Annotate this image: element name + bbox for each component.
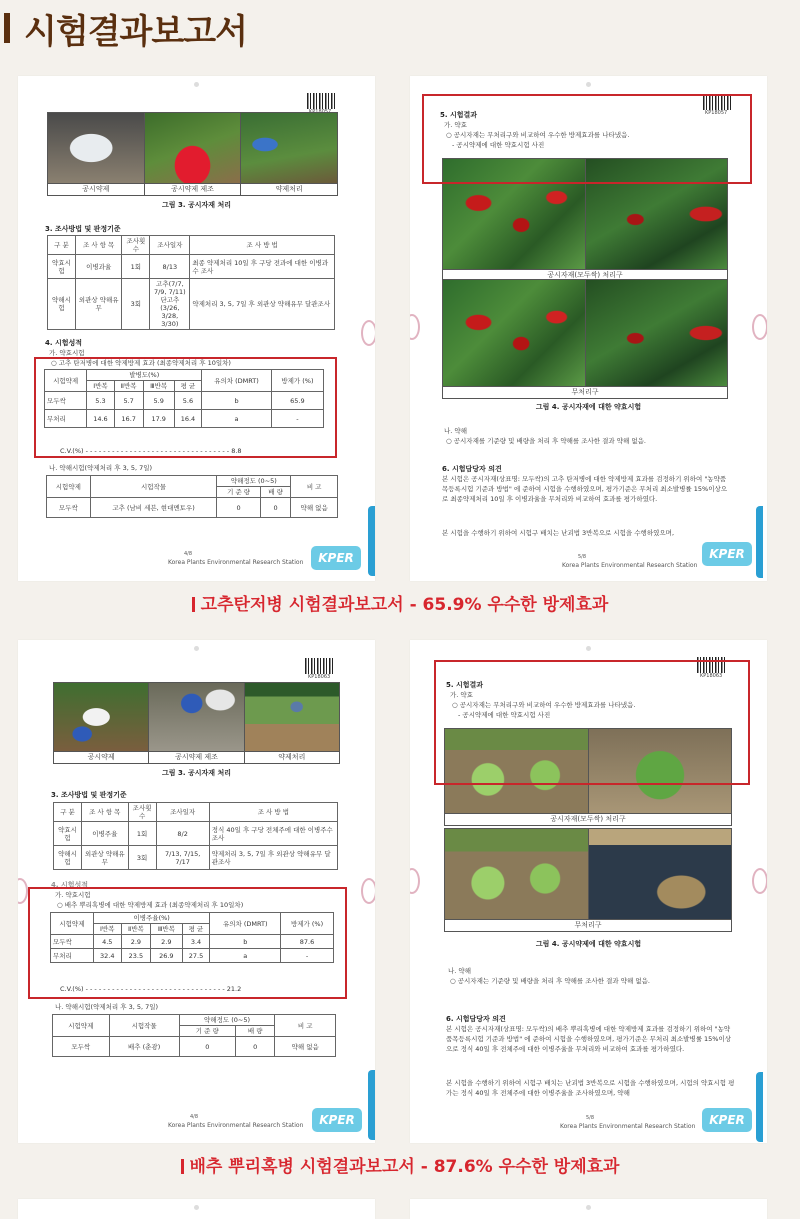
treated-caption-bar [444,814,732,826]
report-1-caption: 고추탄저병 시험결과보고서 - 65.9% 우수한 방제효과 [0,590,800,615]
barcode-label: KP18057 [705,110,728,116]
figure-caption: 그림 3. 공시자재 처리 [162,201,231,209]
punch-hole [194,1205,199,1210]
efficacy-table: 시험약제 발병도(%) 유의차 (DMRT) 방제가 (%) Ⅰ반복 Ⅱ반복 Ⅲ반복 평 균 모두싹 5.3 5.7 5.9 5.6 b 65.9 무처리 14.6 16.7 17.9 16.4 a - [44,369,324,428]
efficacy-highlight-box [34,357,337,458]
untreated-photo-panel [444,828,732,920]
punch-hole [194,646,199,651]
caption-bar-marker [181,1159,184,1174]
kper-logo: KPER [702,1108,752,1132]
opinion-title: 6. 시험담당자 의견 [446,1015,506,1023]
untreated-pepper-photo [586,280,728,386]
cv-line: C.V.(%) - - - - - - - - - - - - - - - - - - - - - - - - - - - - - - - - - 8.8 [60,447,242,455]
kper-logo: KPER [311,546,361,570]
title-bar-marker [4,13,10,43]
results-section-title: 4. 시험성적 [45,339,83,347]
phyto-section-title: 나. 약해시험(약제처리 후 3, 5, 7일) [55,1003,159,1011]
efficacy-photo-note: - 공시약제에 대한 약효시험 사진 [452,141,545,149]
results-bullet: ○ 고추 탄저병에 대한 약제방제 효과 (최종약제처리 후 10일차) [51,359,231,367]
results-section-title: 4. 시험성적 [51,881,89,889]
results-subtitle: 가. 약효시험 [49,349,85,357]
seal-stamp-icon [752,868,767,894]
phyto-section-title: 나. 약해시험(약제처리 후 3, 5, 7일) [49,464,153,472]
photo-caption: 약제처리 [241,183,337,195]
figure-caption: 그림 4. 공시자재에 대한 약효시험 [535,403,642,411]
page-number: 4/8 [190,1114,199,1120]
results-highlight-box [422,94,752,184]
side-tab-marker [368,1070,375,1140]
side-tab-marker [756,1072,763,1142]
efficacy-photo-note: - 공시약제에 대한 약효시험 사진 [458,711,551,719]
kper-logo: KPER [312,1108,362,1132]
phytotoxicity-table: 시험약제 시험작물 약해정도 (0~5) 비 고 기 준 량 배 량 모두싹 고추 (남비 세븐, 현대멘토우) 0 0 약해 없음 [46,475,338,518]
photo-caption: 공시자재(모두싹) 처리구 [547,271,623,279]
treatment-photo-strip [53,682,340,764]
untreated-photo-panel [442,279,728,387]
table-row: 모두싹 4.5 2.9 2.9 3.4 b 87.6 [51,935,334,949]
page-title [4,4,247,52]
efficacy-highlight-box [28,887,347,999]
report-1-right-page [410,76,767,581]
opinion-text: 본 시험은 공시자재(상표명: 모두싹)의 고추 탄저병에 대한 약제방제 효과를 검정하기 위하여 "농약품목등록시험 기준과 방법" 에 준하여 시험을 수행하였으며, 평가기준은 무처리 최소발병률 15%이상으로 최종약제처리 10일 후 이병과율을 무처리와 비교하여 효과를 평가하였다. [442,475,728,503]
punch-hole [586,82,591,87]
photo-caption: 공시자재(모두싹) 처리구 [550,815,626,823]
footer-organization: Korea Plants Environmental Research Station [168,559,304,566]
table-row: 무처리 32.4 23.5 26.9 27.5 a - [51,949,334,963]
untreated-pepper-photo [443,280,585,386]
kper-logo: KPER [702,542,752,566]
report-1-left-page [18,76,375,581]
footer-organization: Korea Plants Environmental Research Station [168,1122,304,1129]
photo-caption: 무처리구 [571,388,599,396]
caption-bar-marker [192,597,195,612]
page-number: 5/8 [578,554,587,560]
barcode-icon [307,93,335,109]
results-section-title: 5. 시험결과 [446,681,484,689]
efficacy-bullet: ○ 공시자재는 무처리구와 비교하여 우수한 방제효과를 나타냈음. [446,131,630,139]
seal-stamp-icon [361,320,375,346]
product-mixing-photo [145,113,241,183]
footer-organization: Korea Plants Environmental Research Station [560,1123,696,1130]
barcode-label: KP18063 [700,673,723,679]
spraying-photo [241,113,337,183]
method-table: 구 분 조 사 항 목 조사횟수 조사일자 조 사 방 법 약효시험 이병과율 1회 8/13 최종 약제처리 10일 후 구당 전과에 대한 이병과수 조사 약해시험 외관상 약해유무 3회 고추(7/7, 7/9, 7/11) 단고추(3/26, 3/28, 3/30) 약제처리 3, 5, 7일 후 외관상 약해유무 달관조사 [47,235,335,330]
phyto-text: ○ 공시자재는 기준량 및 배량을 처리 후 약해를 조사한 결과 약해 없음. [450,977,650,985]
field-treatment-photo [245,683,339,751]
opinion-text-2: 본 시험을 수행하기 위하여 시험구 배치는 난괴법 3반복으로 시험을 수행하였으며, [442,529,675,537]
efficacy-table: 시험약제 이병주율(%) 유의차 (DMRT) 방제가 (%) Ⅰ반복 Ⅱ반복 Ⅲ반복 평 균 모두싹 4.5 2.9 2.9 3.4 b 87.6 무처리 32.4 23.5 26.9 27.5 a - [50,912,334,963]
page-number: 4/8 [184,551,193,557]
photo-caption: 공시약제 [48,183,144,195]
page-title-text: 시험결과보고서 [24,11,247,52]
untreated-root-photo [589,829,732,919]
untreated-cabbage-photo [445,829,588,919]
figure-caption: 그림 4. 공시약제에 대한 약효시험 [535,940,642,948]
report-2-left-page [18,640,375,1143]
table-row: 모두싹 5.3 5.7 5.9 5.6 b 65.9 [45,392,324,410]
method-section-title: 3. 조사방법 및 판정기준 [45,225,121,233]
photo-caption: 무처리구 [574,921,602,929]
seal-stamp-icon [410,314,420,340]
punch-hole [586,1205,591,1210]
report-2-right-page [410,640,767,1143]
photo-caption: 공시약제 [54,751,148,763]
phyto-title: 나. 약해 [448,967,471,975]
treatment-photo-strip [47,112,338,196]
results-bullet: ○ 배추 뿌리혹병에 대한 약제방제 효과 (최종약제처리 후 10일차) [57,901,244,909]
seal-stamp-icon [752,314,767,340]
table-row: 모두싹 배추 (춘광) 0 0 약해 없음 [53,1037,336,1057]
product-bottle-photo [54,683,148,751]
punch-hole [586,646,591,651]
photo-caption: 공시약제 제조 [149,751,243,763]
table-row: 무처리 14.6 16.7 17.9 16.4 a - [45,410,324,428]
side-tab-marker [756,506,763,578]
punch-hole [194,82,199,87]
opinion-text-2: 본 시험을 수행하기 위하여 시험구 배치는 난괴법 3반복으로 시험을 수행하였으며, 시험의 약효시험 평가는 정식 40일 후 전체주에 대한 이병주율을 조사하였으며, 약해 [446,1079,735,1097]
untreated-caption-bar [442,387,728,399]
efficacy-bullet: ○ 공시자재는 무처리구와 비교하여 우수한 방제효과를 나타냈음. [452,701,636,709]
cv-line: C.V.(%) - - - - - - - - - - - - - - - - - - - - - - - - - - - - - - - - 21.2 [60,985,242,993]
efficacy-subtitle: 가. 약효 [450,691,473,699]
photo-caption: 공시약제 제조 [145,183,241,195]
method-table: 구 분 조 사 항 목 조사횟수 조사일자 조 사 방 법 약효시험 이병주율 1회 8/2 정식 40일 후 구당 전체주에 대한 이병주수 조사 약해시험 외관상 약해유무 3회 7/13, 7/15, 7/17 약제처리 3, 5, 7일 후 외관상 약해유무 달관조사 [53,802,338,870]
opinion-title: 6. 시험담당자 의견 [442,465,502,473]
barcode-icon [305,658,333,674]
seal-stamp-icon [18,878,28,904]
phyto-title: 나. 약해 [444,427,467,435]
report-3-left-page-partial [18,1199,375,1219]
photo-caption: 약제처리 [245,751,339,763]
footer-organization: Korea Plants Environmental Research Station [562,562,698,569]
report-2-caption: 배추 뿌리혹병 시험결과보고서 - 87.6% 우수한 방제효과 [0,1152,800,1177]
product-jar-photo [48,113,144,183]
product-mixing-photo [149,683,243,751]
efficacy-subtitle: 가. 약효 [444,121,467,129]
untreated-caption-bar [444,920,732,932]
side-tab-marker [368,506,375,576]
results-subtitle: 가. 약효시험 [55,891,91,899]
phyto-text: ○ 공시자재를 기준량 및 배량을 처리 후 약해를 조사한 결과 약해 없음. [446,437,646,445]
phytotoxicity-table: 시험약제 시험작물 약해정도 (0~5) 비 고 기 준 량 배 량 모두싹 배추 (춘광) 0 0 약해 없음 [52,1014,336,1057]
method-section-title: 3. 조사방법 및 판정기준 [51,791,127,799]
results-highlight-box [434,660,750,785]
seal-stamp-icon [361,878,375,904]
page-number: 5/8 [586,1115,595,1121]
opinion-text: 본 시험은 공시자재(상표명: 모두싹)의 배추 뿌리혹병에 대한 약제방제 효과를 검정하기 위하여 "농약품목등록시험 기준과 방법" 에 준하여 시험을 수행하였으며, 평가기준은 무처리 최소발병률 15%이상으로 정식 40일 후 전체주에 대한 이병주율을 무처리와 비교하여 효과를 평가하였다. [446,1025,732,1053]
figure-caption: 그림 3. 공시자재 처리 [162,769,231,777]
results-section-title: 5. 시험결과 [440,111,478,119]
barcode-label: KP18063 [308,674,331,680]
report-3-right-page-partial [410,1199,767,1219]
seal-stamp-icon [410,868,420,894]
table-row: 모두싹 고추 (남비 세븐, 현대멘토우) 0 0 약해 없음 [47,498,338,518]
